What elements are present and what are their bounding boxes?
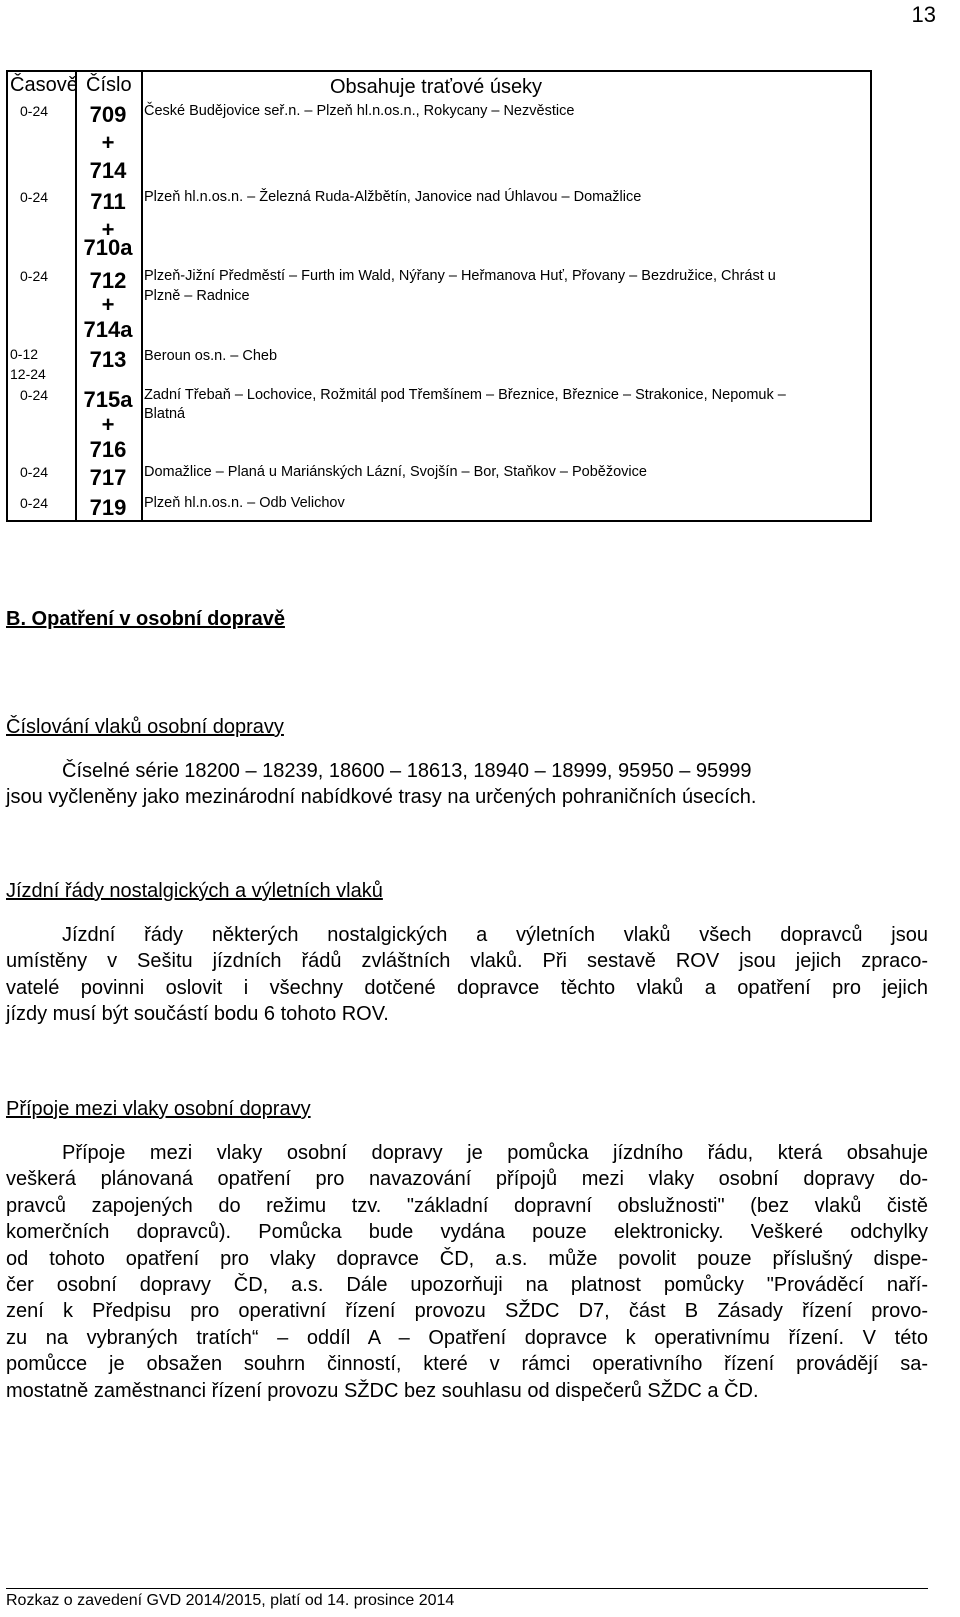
row-sections: Blatná <box>144 406 186 422</box>
paragraph-line: jízdy musí být součástí bodu 6 tohoto ROV. <box>6 1003 389 1026</box>
paragraph-line: jsou vyčleněny jako mezinárodní nabídkové trasy na určených pohraničních úsecích. <box>6 786 757 809</box>
row-time: 0-24 <box>20 268 49 284</box>
paragraph-line: Číselné série 18200 – 18239, 18600 – 18613, 18940 – 18999, 95950 – 95999 <box>62 760 752 782</box>
row-number: 709 <box>89 102 127 127</box>
paragraph-line: zení k Předpisu pro operativní řízení provozu SŽDC D7, část B Zásady řízení provo- <box>6 1300 928 1323</box>
row-sections: Plzeň hl.n.os.n. – Odb Velichov <box>144 495 345 511</box>
paragraph-line: pravců zapojených do režimu tzv. "základní dopravní obslužnosti" (bez vlaků čistě <box>6 1194 928 1217</box>
section-title: B. Opatření v osobní dopravě <box>6 608 285 630</box>
paragraph-line: umístěny v Sešitu jízdních řádů zvláštních vlaků. Při sestavě ROV jsou jejich zpraco- <box>6 950 928 973</box>
row-number: 717 <box>89 465 127 490</box>
row-sections: Zadní Třebaň – Lochovice, Rožmitál pod Třemšínem – Březnice, Březnice – Strakonice, Nepomuk – <box>144 387 786 403</box>
row-number: 710a <box>83 235 133 260</box>
paragraph-line: vatelé povinni oslovit i všechny dotčené dopravce těchto vlaků a opatření pro jejich <box>6 976 928 999</box>
row-number: 714a <box>83 317 133 342</box>
row-number: 713 <box>89 347 127 372</box>
track-sections-table <box>6 70 872 522</box>
row-time: 0-24 <box>20 495 49 511</box>
row-number-plus: + <box>101 217 115 242</box>
header-time: Časově <box>10 74 78 96</box>
paragraph-line: Jízdní řády některých nostalgických a výletních vlaků všech dopravců jsou <box>62 924 928 946</box>
footer-text: Rozkaz o zavedení GVD 2014/2015, platí od 14. prosince 2014 <box>6 1592 455 1609</box>
paragraph-line: veškerá plánovaná opatření pro navazování přípojů mezi vlaky osobní dopravy do- <box>6 1168 928 1191</box>
paragraph-line: komerčních dopravců). Pomůcka bude vydána pouze elektronicky. Veškeré odchylky <box>6 1221 928 1244</box>
paragraph <box>6 922 928 1028</box>
subsection-heading: Číslování vlaků osobní dopravy <box>6 716 284 738</box>
footer-divider <box>6 1588 928 1589</box>
paragraph <box>6 1140 928 1404</box>
paragraph-line: pomůcce je obsažen souhrn činností, které v rámci operativního řízení provádějí sa- <box>6 1353 928 1376</box>
row-number-plus: + <box>101 412 115 437</box>
row-number: 716 <box>89 437 127 462</box>
row-number: 714 <box>89 158 127 183</box>
paragraph-line: zu na vybraných tratích“ – oddíl A – Opatření dopravce k operativnímu řízení. V této <box>6 1326 928 1349</box>
row-number: 715a <box>83 387 133 412</box>
row-time: 0-24 <box>20 387 49 403</box>
paragraph-line: mostatně zaměstnanci řízení provozu SŽDC bez souhlasu od dispečerů SŽDC a ČD. <box>6 1379 759 1402</box>
paragraph <box>6 758 928 811</box>
header-sections: Obsahuje traťové úseky <box>330 76 543 98</box>
subsection-heading: Přípoje mezi vlaky osobní dopravy <box>6 1098 311 1120</box>
row-sections: Plzeň hl.n.os.n. – Železná Ruda-Alžbětín, Janovice nad Úhlavou – Domažlice <box>144 189 642 205</box>
row-time: 12-24 <box>10 366 46 382</box>
table-divider <box>141 72 143 520</box>
row-sections: České Budějovice seř.n. – Plzeň hl.n.os.n., Rokycany – Nezvěstice <box>144 103 575 119</box>
row-sections: Plzeň-Jižní Předměstí – Furth im Wald, Nýřany – Heřmanova Huť, Přovany – Bezdružice, Chrást u <box>144 268 776 284</box>
paragraph-line: od tohoto opatření pro vlaky dopravce ČD, a.s. může povolit pouze příslušný dispe- <box>6 1247 928 1270</box>
page-number: 13 <box>911 2 936 27</box>
row-sections: Plzně – Radnice <box>144 288 250 304</box>
subsection-heading: Jízdní řády nostalgických a výletních vlaků <box>6 880 383 902</box>
row-time: 0-12 <box>10 346 39 362</box>
row-number-plus: + <box>101 130 115 155</box>
paragraph-line: čer osobní dopravy ČD, a.s. Dále upozorňuji na platnost pomůcky "Prováděcí naří- <box>6 1274 928 1297</box>
row-number: 712 <box>89 268 127 293</box>
paragraph-line: Přípoje mezi vlaky osobní dopravy je pomůcka jízdního řádu, která obsahuje <box>62 1142 928 1164</box>
row-time: 0-24 <box>20 464 49 480</box>
row-number: 711 <box>90 189 126 214</box>
row-time: 0-24 <box>20 189 49 205</box>
row-number-plus: + <box>101 292 115 317</box>
row-number: 719 <box>89 495 127 520</box>
row-sections: Domažlice – Planá u Mariánských Lázní, Svojšín – Bor, Staňkov – Poběžovice <box>144 464 647 480</box>
header-number: Číslo <box>86 74 132 96</box>
row-sections: Beroun os.n. – Cheb <box>144 348 278 364</box>
row-time: 0-24 <box>20 103 49 119</box>
